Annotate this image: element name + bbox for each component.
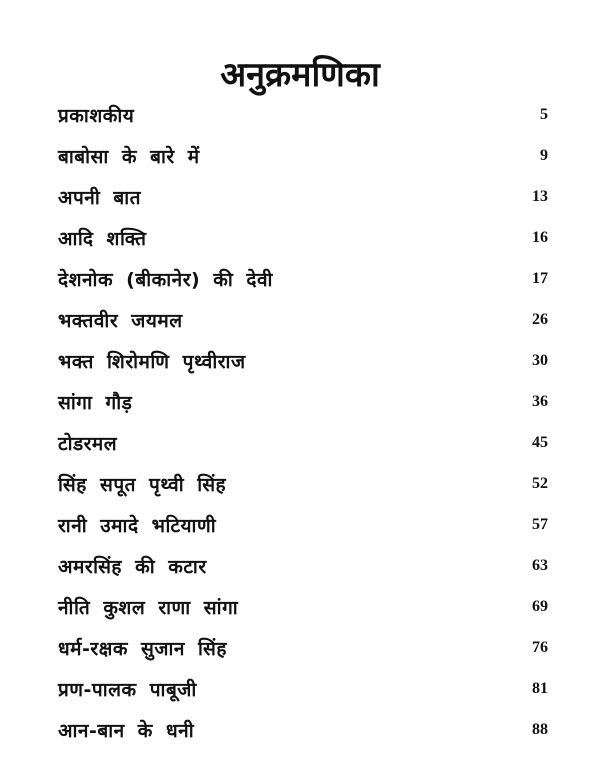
toc-entry-page: 57 bbox=[532, 516, 548, 533]
page-title: अनुक्रमणिका bbox=[220, 55, 380, 95]
toc-entry-title: नीति कुशल राणा सांगा bbox=[58, 597, 239, 619]
toc-entry-page: 52 bbox=[532, 475, 548, 492]
toc-entry-title: प्रण-पालक पाबूजी bbox=[58, 679, 197, 701]
toc-entry-page: 63 bbox=[532, 557, 548, 574]
toc-entry-page: 5 bbox=[540, 106, 548, 123]
toc-entry bbox=[58, 182, 548, 212]
toc-entry bbox=[58, 141, 548, 171]
toc-entry bbox=[58, 674, 548, 704]
toc-entry-page: 16 bbox=[532, 229, 548, 246]
toc-entry-title: भक्तवीर जयमल bbox=[58, 310, 183, 332]
toc-entry-title: धर्म-रक्षक सुजान सिंह bbox=[58, 638, 227, 660]
toc-entry-title: रानी उमादे भटियाणी bbox=[58, 515, 217, 537]
toc-entry-title: आन-बान के धनी bbox=[58, 720, 195, 742]
toc-entry bbox=[58, 264, 548, 294]
toc-entry-title: सांगा गौड़ bbox=[58, 392, 133, 414]
toc-entry-page: 17 bbox=[532, 270, 548, 287]
toc-entry-title: प्रकाशकीय bbox=[58, 105, 135, 127]
toc-entry-page: 9 bbox=[540, 147, 548, 164]
toc-entry-page: 36 bbox=[532, 393, 548, 410]
toc-entry bbox=[58, 346, 548, 376]
toc-entry-page: 81 bbox=[532, 680, 548, 697]
toc-entry bbox=[58, 387, 548, 417]
toc-entry bbox=[58, 428, 548, 458]
toc-entry-page: 13 bbox=[532, 188, 548, 205]
toc-entry bbox=[58, 592, 548, 622]
toc-entry-page: 88 bbox=[532, 721, 548, 738]
toc-entry bbox=[58, 100, 548, 130]
toc-entry-page: 76 bbox=[532, 639, 548, 656]
toc-entry-page: 45 bbox=[532, 434, 548, 451]
toc-entry-title: बाबोसा के बारे में bbox=[58, 146, 200, 168]
toc-entry-page: 69 bbox=[532, 598, 548, 615]
toc-entry-page: 30 bbox=[532, 352, 548, 369]
toc-entry-title: आदि शक्ति bbox=[58, 228, 147, 250]
toc-entry-title: टोडरमल bbox=[58, 433, 118, 455]
toc-entry-title: देशनोक (बीकानेर) की देवी bbox=[58, 269, 273, 291]
toc-entry bbox=[58, 510, 548, 540]
toc-entry bbox=[58, 305, 548, 335]
toc-entry bbox=[58, 633, 548, 663]
toc-entry-title: अपनी बात bbox=[58, 187, 141, 209]
toc-entry-title: अमरसिंह की कटार bbox=[58, 556, 207, 578]
toc-entry-title: भक्त शिरोमणि पृथ्वीराज bbox=[58, 351, 246, 373]
toc-entry bbox=[58, 715, 548, 745]
toc-entry-title: सिंह सपूत पृथ्वी सिंह bbox=[58, 474, 227, 496]
toc-entry-page: 26 bbox=[532, 311, 548, 328]
toc-entry bbox=[58, 551, 548, 581]
toc-entry bbox=[58, 469, 548, 499]
toc-entry bbox=[58, 223, 548, 253]
